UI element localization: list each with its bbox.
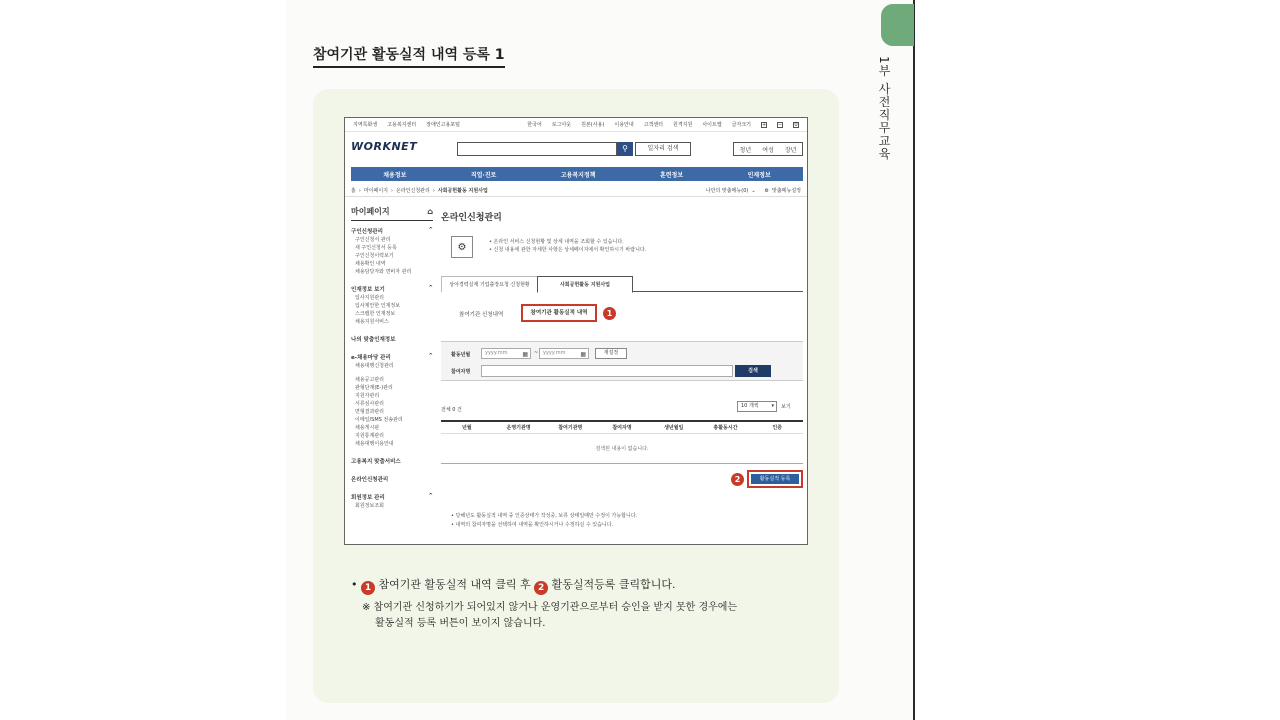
sidebar-item[interactable]: 새 구인신청서 등록 — [355, 245, 397, 251]
period-label: 활동년월 — [451, 352, 471, 358]
font-reset-icon[interactable]: 0 — [794, 121, 798, 128]
caption-note: 활동실적 등록 버튼이 보이지 않습니다. — [375, 618, 546, 629]
search-icon[interactable]: ⚲ — [617, 142, 633, 156]
results-table — [441, 420, 803, 464]
nav-item[interactable]: 채용정보 — [383, 171, 407, 179]
spacer — [351, 276, 433, 282]
view-button[interactable]: 보기 — [781, 404, 791, 410]
step-badge-2: 2 — [731, 473, 744, 486]
chevron-right-icon: › — [432, 187, 435, 194]
column-header: 총활동시간 — [713, 425, 738, 431]
sidebar-item[interactable]: 채용지원서비스 — [355, 319, 389, 325]
sidebar-item[interactable]: 구인신청이력보기 — [355, 253, 394, 259]
subtab-activity-list[interactable]: 참여기관 활동실적 내역 — [521, 304, 597, 322]
chevron-up-icon: ^ — [428, 353, 433, 359]
logo-text: WORKNET — [351, 140, 418, 153]
info-text — [489, 238, 646, 254]
date-placeholder: yyyy.mm — [543, 350, 566, 356]
table-header — [441, 422, 803, 434]
sidebar-item[interactable]: 지원자관리 — [355, 393, 380, 399]
calendar-icon[interactable]: ▦ — [522, 351, 528, 358]
sidebar-item[interactable]: 구인신청서 관리 — [355, 237, 391, 243]
audience-women[interactable]: 여성 — [762, 146, 774, 154]
sidebar-item[interactable]: 면형결과관리 — [355, 409, 384, 415]
font-size-label: 글자크기 — [731, 122, 751, 128]
reset-button[interactable]: 재설정 — [595, 348, 627, 359]
gear-icon: ⚙ — [764, 187, 770, 194]
total-count: 전체 0 건 — [441, 407, 462, 413]
website-screenshot — [344, 117, 808, 545]
info-line: • 온라인 서비스 신청현황 및 상세 내역을 조회할 수 있습니다. — [489, 239, 624, 245]
notes — [451, 512, 637, 530]
language-select[interactable]: 한국어 — [527, 122, 542, 128]
utility-link[interactable]: 장애인고용포털 — [426, 122, 460, 128]
sidebar-item[interactable]: 채용대행신청관리 — [355, 363, 394, 369]
audience-links — [733, 142, 803, 156]
caption-note: ※ 참여기관 신청하기가 되어있지 않거나 운영기관으로부터 승인을 받지 못한 경우에는 — [362, 602, 738, 613]
per-page-select[interactable] — [737, 401, 777, 412]
sidebar-section[interactable] — [351, 353, 433, 361]
caption-text: 참여기관 활동실적 내역 클릭 후 — [378, 578, 531, 591]
sidebar-item[interactable]: 채용대행이용안내 — [355, 441, 394, 447]
caption-badge-1: 1 — [361, 581, 375, 595]
search-filter — [441, 341, 803, 381]
step-badge-1: 1 — [603, 307, 616, 320]
monitor-icon: ⚙ — [451, 236, 473, 258]
spacer — [351, 326, 433, 332]
spacer — [351, 344, 433, 350]
sidebar-section[interactable] — [351, 227, 433, 235]
utility-link[interactable]: 지역특화생 — [353, 122, 378, 128]
column-header: 운영기관명 — [506, 425, 531, 431]
tab-bar — [441, 276, 803, 292]
caption-badge-2: 2 — [534, 581, 548, 595]
crumb-item[interactable]: 온라인신청관리 — [396, 188, 430, 194]
utility-link[interactable]: 로그아웃 — [551, 122, 572, 128]
chevron-right-icon: › — [391, 187, 393, 194]
info-line: • 신청 내용에 관한 자세한 사항은 상세페이지에서 확인하시기 바랍니다. — [489, 247, 647, 253]
sidebar-item[interactable]: 회원정보조회 — [355, 503, 384, 509]
sidebar-item[interactable]: 채용확인 내역 — [355, 261, 386, 267]
sidebar-item[interactable]: 입사제안한 인재정보 — [355, 303, 401, 309]
sidebar-section[interactable] — [351, 493, 433, 501]
main-nav — [351, 167, 803, 181]
sidebar-title-text: 마이페이지 — [351, 207, 390, 216]
chevron-right-icon: › — [358, 187, 361, 194]
spacer — [351, 484, 433, 490]
spacer — [351, 448, 433, 454]
column-header: 참여자명 — [612, 425, 632, 431]
my-menu-link[interactable]: 나만의 맞춤메뉴(0) — [705, 188, 749, 194]
nav-item[interactable]: 직업·진로 — [470, 171, 497, 179]
crumb-item[interactable]: 사회공헌활동 지원사업 — [437, 188, 488, 194]
audience-senior[interactable]: 장년 — [784, 146, 797, 154]
chevron-down-icon: ▾ — [771, 403, 774, 409]
sidebar-item[interactable]: 채용게시판 — [355, 425, 380, 431]
utility-link[interactable]: 이용안내 — [614, 122, 634, 128]
calendar-icon[interactable]: ▦ — [580, 351, 586, 358]
tab-social-contribution[interactable]: 사회공헌활동 지원사업 — [537, 276, 633, 293]
sidebar-title — [351, 206, 433, 221]
sidebar-item[interactable]: 서류심사관리 — [355, 401, 384, 407]
sidebar-section[interactable] — [351, 285, 433, 293]
utility-bar — [345, 118, 807, 132]
sidebar-item[interactable]: 채용공고관리 — [355, 377, 384, 383]
sidebar-section-label: 회원정보 관리 — [351, 495, 385, 501]
nav-item[interactable]: 인재정보 — [747, 171, 771, 179]
subtab-application-list[interactable]: 참여기관 신청내역 — [459, 312, 504, 318]
sidebar-item[interactable]: 이메일/SMS 전송관리 — [355, 417, 403, 423]
note-line: • 당해년도 활동실적 내역 중 인증상태가 작성중, 보류 상태일때만 수정이 가능합니다. — [451, 513, 638, 519]
breadcrumb — [345, 185, 807, 197]
sidebar-section[interactable]: 고용복지 맞춤서비스 — [351, 459, 401, 465]
column-header: 년월 — [462, 425, 472, 431]
section-title: 참여기관 활동실적 내역 등록 1 — [313, 44, 505, 68]
caption-instruction — [351, 576, 676, 595]
sidebar — [351, 206, 433, 542]
sidebar-section[interactable]: 온라인신청관리 — [351, 477, 389, 483]
sidebar-section[interactable]: 나의 맞춤인재정보 — [351, 337, 396, 343]
page-edge — [913, 0, 915, 720]
chapter-tab — [881, 4, 914, 46]
participant-name-input[interactable] — [481, 365, 733, 377]
empty-message: 검색된 내용이 없습니다. — [595, 446, 649, 452]
chevron-down-icon: ⌄ — [751, 187, 756, 194]
sidebar-item[interactable]: 지원통계관리 — [355, 433, 384, 439]
crumb-item[interactable]: 홈 — [351, 188, 356, 194]
audience-youth[interactable]: 청년 — [739, 146, 752, 154]
main-content — [441, 206, 803, 542]
utility-link[interactable]: 고객센터 — [643, 122, 664, 128]
worknet-logo[interactable] — [351, 140, 417, 153]
utility-link[interactable]: 원본(사용) — [581, 122, 605, 128]
register-activity-button[interactable]: 활동실적 등록 — [751, 474, 799, 484]
utility-link[interactable]: 원격지원 — [673, 122, 693, 128]
participant-label: 참여자명 — [451, 369, 471, 375]
search-input[interactable] — [457, 142, 617, 156]
date-placeholder: yyyy.mm — [485, 350, 508, 356]
font-plus-icon[interactable]: + — [762, 121, 767, 128]
page-title: 온라인신청관리 — [441, 213, 502, 223]
spacer — [351, 466, 433, 472]
sidebar-section-label: e-채용마당 관리 — [351, 355, 391, 361]
note-line: • 내역의 참여자명을 선택하여 내역을 확인하시거나 수정하실 수 있습니다. — [451, 522, 614, 528]
font-minus-icon[interactable]: − — [778, 121, 783, 128]
nav-item[interactable]: 훈련정보 — [659, 171, 684, 179]
sidebar-item[interactable]: 채용담당자와 면비자 관리 — [355, 269, 412, 275]
bullet: • — [351, 578, 358, 591]
range-separator: ~ — [534, 350, 539, 356]
sidebar-item[interactable]: 스크랩한 인재정보 — [355, 311, 396, 317]
sidebar-section-label: 인재정보 보기 — [351, 287, 385, 293]
per-page-value: 10 개씩 — [741, 403, 759, 409]
home-icon[interactable]: ⌂ — [427, 207, 433, 216]
register-highlight — [747, 470, 803, 488]
column-header: 참여기관명 — [558, 425, 583, 431]
chevron-up-icon: ^ — [428, 227, 433, 233]
chevron-up-icon: ^ — [428, 285, 433, 291]
job-search-button[interactable]: 일자리 검색 — [635, 142, 691, 156]
crumb-item[interactable]: 마이페이지 — [363, 188, 388, 194]
column-header: 생년월일 — [664, 425, 684, 431]
start-date-input[interactable] — [481, 348, 531, 359]
caption-text: 활동실적등록 클릭합니다. — [551, 578, 676, 591]
search-button[interactable]: 검색 — [735, 365, 771, 377]
nav-item[interactable]: 고용복지정책 — [560, 171, 596, 179]
sidebar-section-label: 구인신청관리 — [351, 229, 383, 235]
chapter-title: 1부 사전직무교육 — [877, 56, 891, 161]
sidebar-item[interactable]: 관형단계(E-)관리 — [355, 385, 393, 391]
column-header: 인증 — [772, 425, 782, 431]
menu-settings-link[interactable]: 맞춤메뉴설정 — [772, 188, 801, 194]
chevron-up-icon: ^ — [428, 493, 433, 499]
tab-business-request[interactable]: 상아경력실계 기업출장요청 신청현황 — [441, 276, 537, 292]
end-date-input[interactable] — [539, 348, 589, 359]
sidebar-item[interactable]: 입사지원관리 — [355, 295, 384, 301]
utility-link[interactable]: 사이트맵 — [702, 122, 722, 128]
utility-link[interactable]: 고용복지센터 — [387, 122, 417, 128]
